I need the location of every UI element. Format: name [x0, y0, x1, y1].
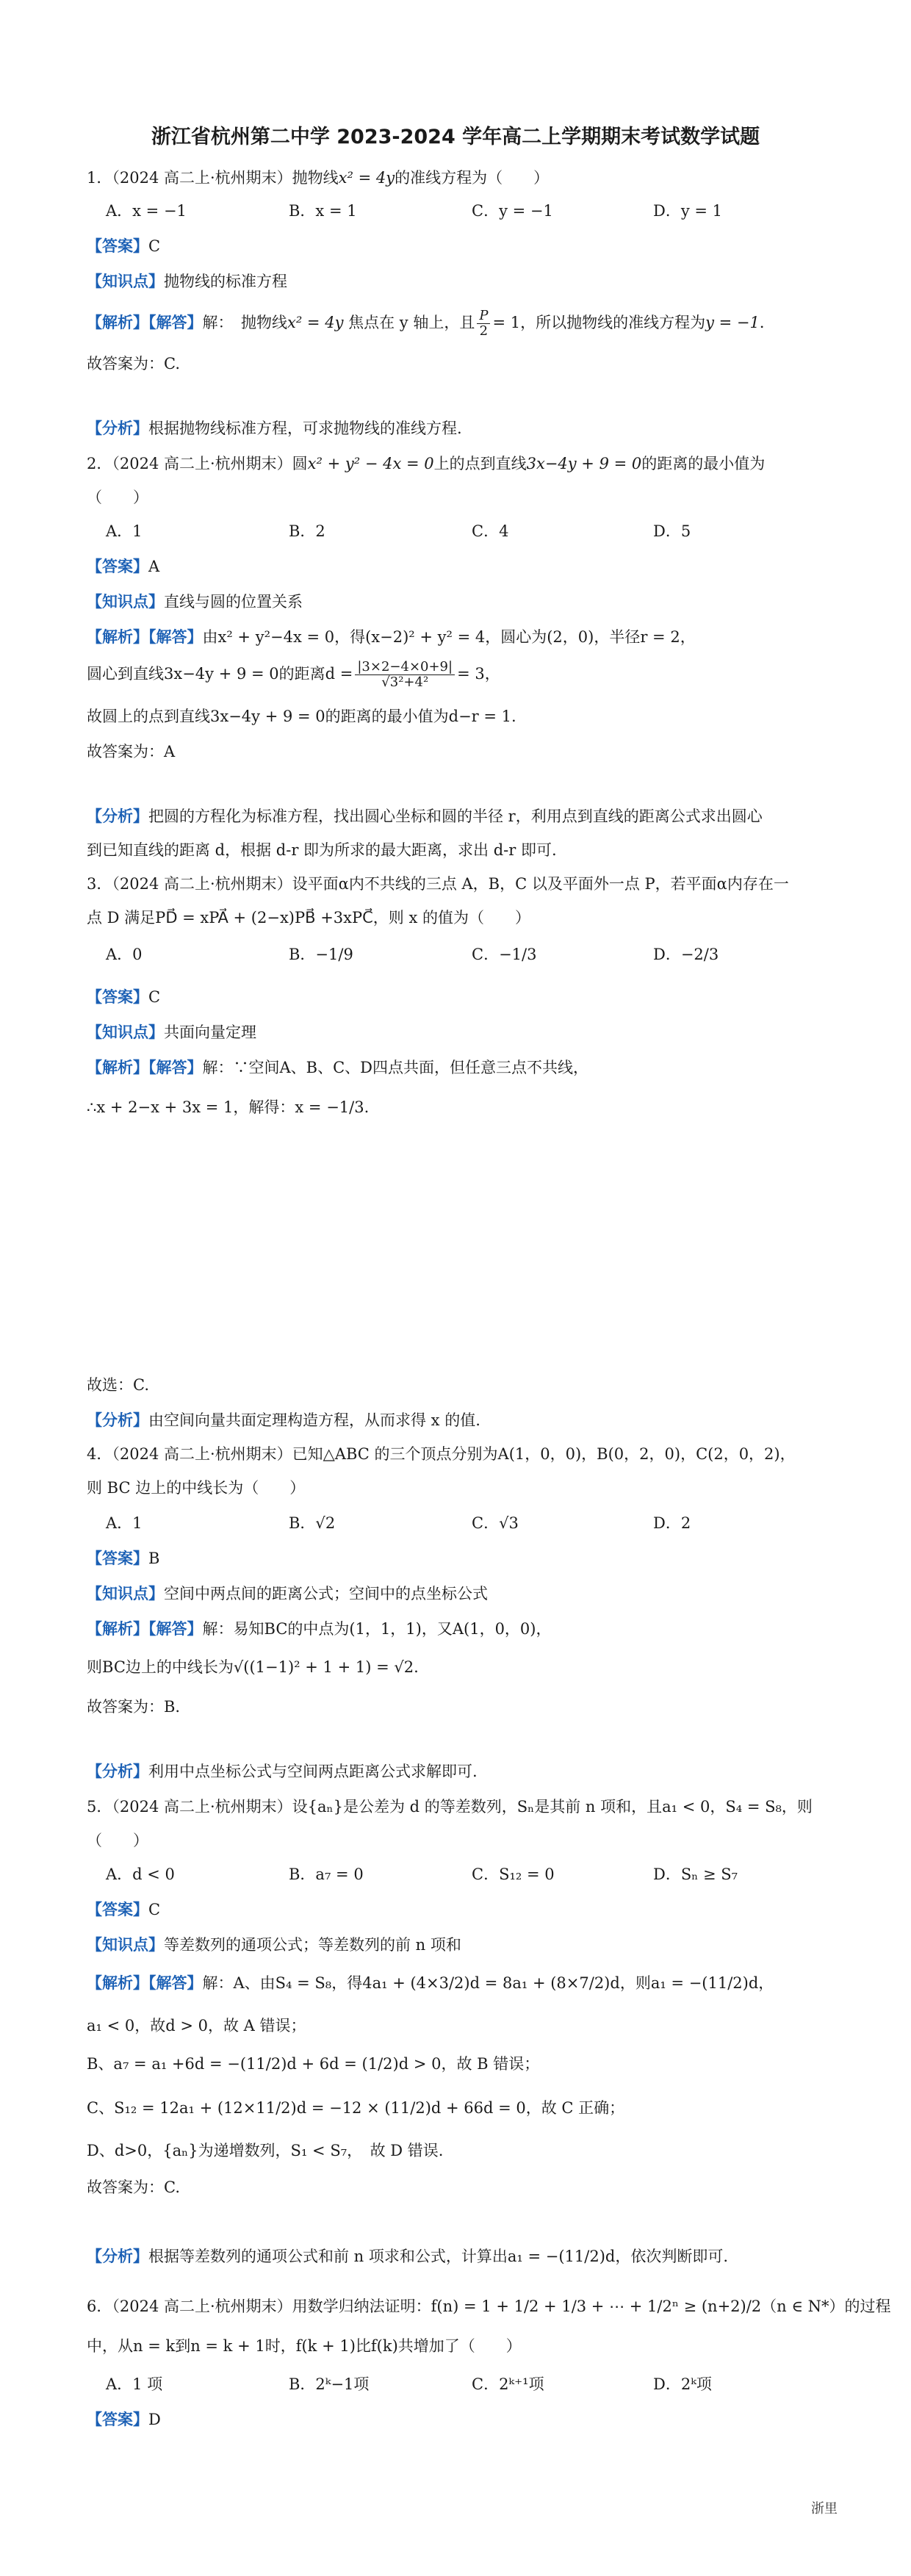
q3-knowledge: 【知识点】共面向量定理	[87, 1023, 256, 1041]
q1-option-c: C．y = −1	[472, 202, 553, 220]
q2-option-a: A．1	[106, 522, 143, 540]
q1-option-a: A．x = −1	[106, 202, 187, 220]
q5-answer: 【答案】C	[87, 1900, 161, 1918]
q2-solution-1: 【解析】【解答】由x² + y²−4x = 0，得(x−2)² + y² = 4，圆心为(2，0)，半径r = 2，	[87, 627, 696, 646]
q4-remark: 【分析】利用中点坐标公式与空间两点距离公式求解即可.	[87, 1762, 478, 1780]
q1-knowledge: 【知识点】抛物线的标准方程	[87, 272, 287, 290]
q1-option-b: B．x = 1	[289, 202, 357, 220]
q6-option-c: C．2ᵏ⁺¹项	[472, 2375, 544, 2393]
q6-option-b: B．2ᵏ−1项	[289, 2375, 370, 2393]
q2-option-c: C．4	[472, 522, 509, 540]
q3-stem-1: 3．（2024 高二上·杭州期末）设平面α内不共线的三点 A，B，C 以及平面外一点 P，若平面α内存在一	[87, 875, 789, 893]
q2-stem: 2．（2024 高二上·杭州期末）圆x² + y² − 4x = 0上的点到直线3x−4y + 9 = 0的距离的最小值为	[87, 455, 766, 472]
document-title: 浙江省杭州第二中学 2023-2024 学年高二上学期期末考试数学试题	[151, 126, 760, 148]
q5-option-a: A．d < 0	[106, 1866, 175, 1883]
q1-conclusion: 故答案为：C.	[87, 355, 180, 373]
q1-solution: 【解析】【解答】解： 抛物线x² = 4y 焦点在 y 轴上，且 $\frac{P}{2}$ = 1，所以抛物线的准线方程为y = −1．	[87, 308, 775, 339]
q5-stem-paren: （ ）	[87, 1832, 148, 1849]
q6-stem-1: 6．（2024 高二上·杭州期末）用数学归纳法证明：f(n) = 1 + 1/2 + 1/3 + ⋯ + 1/2ⁿ ≥ (n+2)/2（n ∈ N*）的过程	[87, 2298, 891, 2315]
q5-stem-1: 5．（2024 高二上·杭州期末）设{aₙ}是公差为 d 的等差数列，Sₙ是其前 n 项和，且a₁ < 0，S₄ = S₈，则	[87, 1798, 813, 1816]
page-footer: 浙里	[811, 2501, 838, 2516]
q3-answer: 【答案】C	[87, 987, 161, 1006]
q5-option-d: D．Sₙ ≥ S₇	[653, 1866, 738, 1883]
q2-stem-paren: （ ）	[87, 489, 148, 506]
q3-option-d: D．−2/3	[653, 946, 719, 963]
q1-fraction: $\frac{P}{2}$	[477, 309, 490, 339]
q4-knowledge: 【知识点】空间中两点间的距离公式；空间中的点坐标公式	[87, 1584, 488, 1602]
q1-answer: 【答案】C	[87, 237, 161, 255]
q6-option-d: D．2ᵏ项	[653, 2375, 712, 2393]
q4-option-a: A．1	[106, 1514, 143, 1532]
q4-stem-1: 4．（2024 高二上·杭州期末）已知△ABC 的三个顶点分别为A(1，0，0)，B(0，2，0)，C(2，0，2)，	[87, 1445, 796, 1463]
q3-stem-2: 点 D 满足PD⃗ = xPA⃗ + (2−x)PB⃗ +3xPC⃗，则 x 的值为（ ）	[87, 909, 530, 927]
q3-option-a: A．0	[106, 946, 143, 963]
q5-option-c: C．S₁₂ = 0	[472, 1866, 555, 1883]
q5-solution-3: B、a₇ = a₁ +6d = −(11/2)d + 6d = (1/2)d > 0，故 B 错误；	[87, 2055, 540, 2073]
q5-conclusion: 故答案为：C.	[87, 2179, 180, 2196]
q3-option-c: C．−1/3	[472, 946, 537, 963]
q4-stem-2: 则 BC 边上的中线长为（ ）	[87, 1479, 306, 1497]
q5-knowledge: 【知识点】等差数列的通项公式；等差数列的前 n 项和	[87, 1935, 461, 1954]
q4-answer: 【答案】B	[87, 1549, 160, 1567]
q4-solution-1: 【解析】【解答】解：易知BC的中点为(1，1，1)，又A(1，0，0)，	[87, 1619, 552, 1638]
q2-solution-2: 圆心到直线3x−4y + 9 = 0的距离d = $\frac{|3\times 2-4\times 0+9|}{\text{√3²+4²}}$ = 3，	[87, 659, 500, 690]
q4-solution-2: 则BC边上的中线长为√((1−1)² + 1 + 1) = √2.	[87, 1658, 419, 1676]
q2-answer: 【答案】A	[87, 557, 160, 575]
q4-option-d: D．2	[653, 1514, 691, 1532]
q5-solution-2: a₁ < 0，故d > 0，故 A 错误；	[87, 2017, 306, 2034]
q1-remark: 【分析】根据抛物线标准方程，可求抛物线的准线方程.	[87, 419, 462, 437]
q4-option-b: B．√2	[289, 1514, 336, 1532]
q5-solution-4: C、S₁₂ = 12a₁ + (12×11/2)d = −12 × (11/2)d + 66d = 0，故 C 正确；	[87, 2099, 625, 2117]
q1-option-d: D．y = 1	[653, 202, 723, 220]
q2-option-b: B．2	[289, 522, 325, 540]
q2-remark-1: 【分析】把圆的方程化为标准方程，找出圆心坐标和圆的半径 r，利用点到直线的距离公式求出圆心	[87, 807, 763, 825]
q2-fraction: $\frac{|3\times 2-4\times 0+9|}{\text{√3²+4²}}$	[355, 660, 455, 690]
q5-solution-1: 【解析】【解答】解：A、由S₄ = S₈，得4a₁ + (4×3/2)d = 8a₁ + (8×7/2)d，则a₁ = −(11/2)d，	[87, 1974, 774, 1992]
q3-solution-1: 【解析】【解答】解：∵空间A、B、C、D四点共面，但任意三点不共线，	[87, 1058, 589, 1076]
q2-solution-3: 故圆上的点到直线3x−4y + 9 = 0的距离的最小值为d−r = 1.	[87, 708, 516, 725]
q6-stem-2: 中，从n = k到n = k + 1时，f(k + 1)比f(k)共增加了（ ）	[87, 2337, 522, 2355]
q4-conclusion: 故答案为：B.	[87, 1698, 181, 1716]
q3-remark: 【分析】由空间向量共面定理构造方程，从而求得 x 的值.	[87, 1411, 480, 1429]
q6-option-a: A．1 项	[106, 2375, 163, 2393]
q2-remark-2: 到已知直线的距离 d，根据 d-r 即为所求的最大距离，求出 d-r 即可.	[87, 841, 557, 859]
q3-solution-2: ∴x + 2−x + 3x = 1，解得：x = −1/3.	[87, 1098, 370, 1116]
q6-answer: 【答案】D	[87, 2410, 161, 2428]
q2-conclusion: 故答案为：A	[87, 743, 176, 760]
q5-remark: 【分析】根据等差数列的通项公式和前 n 项求和公式，计算出a₁ = −(11/2)d，依次判断即可.	[87, 2247, 729, 2265]
q1-stem: 1．（2024 高二上·杭州期末）抛物线x² = 4y的准线方程为（ ）	[87, 169, 550, 187]
q5-option-b: B．a₇ = 0	[289, 1866, 364, 1883]
q2-option-d: D．5	[653, 522, 691, 540]
q5-solution-5: D、d>0，{aₙ}为递增数列，S₁ < S₇， 故 D 错误.	[87, 2142, 444, 2159]
q3-option-b: B．−1/9	[289, 946, 353, 963]
q4-option-c: C．√3	[472, 1514, 519, 1532]
q2-knowledge: 【知识点】直线与圆的位置关系	[87, 592, 303, 611]
q3-conclusion: 故选：C.	[87, 1376, 149, 1394]
